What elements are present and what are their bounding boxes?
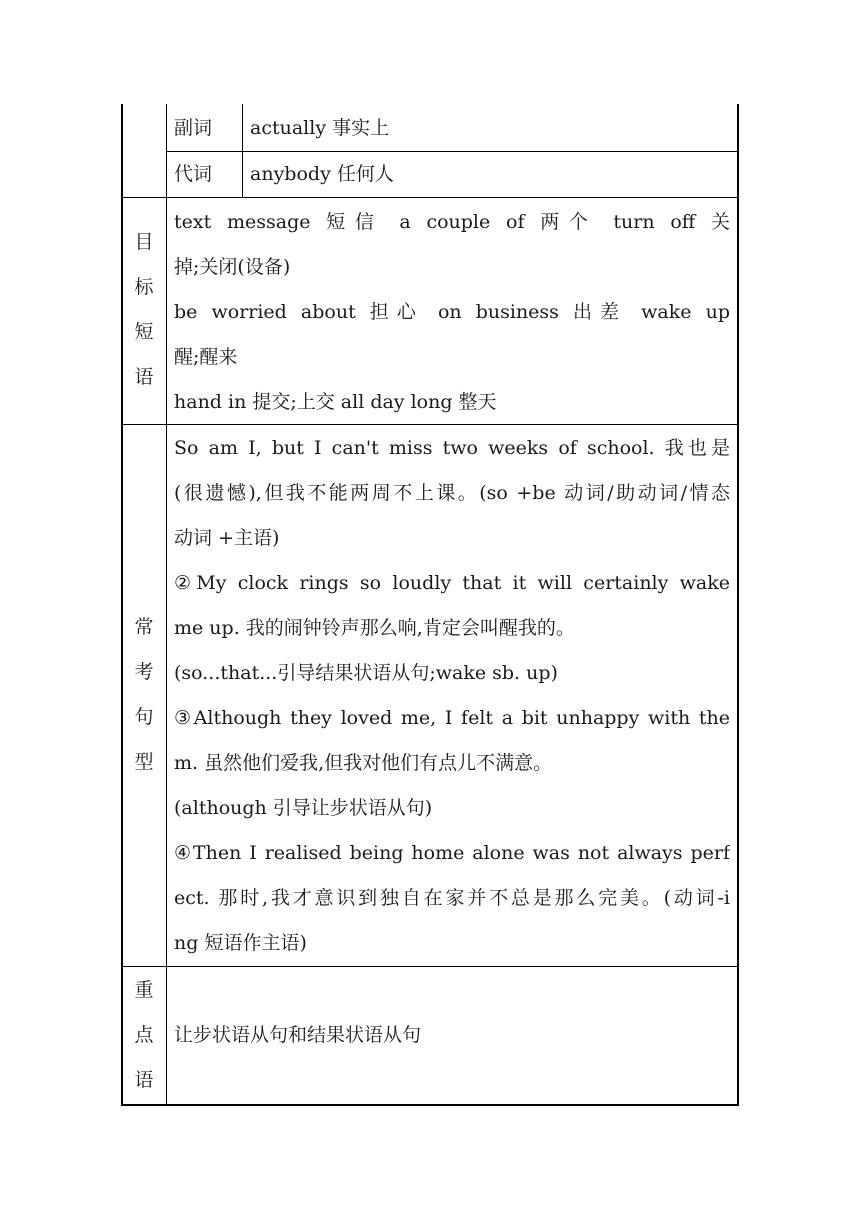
phrase-line: 掉;关闭(设备) [174,256,291,278]
sentence-line: ng 短语作主语) [174,932,307,954]
grammar-content: 让步状语从句和结果状语从句 [174,1024,422,1046]
sentence-line: 动词 +主语) [174,527,280,549]
phrase-line: be worried about 担心 on business 出差 wake up [174,301,730,323]
sentence-line: me up. 我的闹钟铃声那么响,肯定会叫醒我的。 [174,617,575,639]
sentences-label-char: 型 [134,751,154,773]
row-divider-4 [121,966,739,967]
phrase-line: text message 短信 a couple of 两个 turn off 关 [174,211,730,233]
sentences-label-char: 考 [134,661,154,683]
phrases-content [174,200,730,425]
sentences-content [174,426,730,966]
table-border-bottom [121,1104,739,1106]
sentence-line: ③Although they loved me, I felt a bit unhappy with the [174,707,730,729]
row-divider-2 [121,197,739,198]
sentence-line: (so...that...引导结果状语从句;wake sb. up) [174,662,558,684]
phrases-label-char: 语 [134,366,154,388]
category-adverb: 副词 [174,117,213,139]
phrase-line: 醒;醒来 [174,346,238,368]
sentences-label-char: 常 [134,616,154,638]
sentence-line: (很遗憾),但我不能两周不上课。(so +be 动词/助动词/情态 [174,482,730,504]
grammar-label [122,968,166,1103]
sentence-line: ④Then I realised being home alone was not always perf [174,842,730,864]
phrases-label-char: 目 [134,231,154,253]
sentences-label [122,605,166,785]
adverb-entry: actually 事实上 [250,117,390,139]
sentence-line: ②My clock rings so loudly that it will certainly wake [174,572,730,594]
sentence-line: (although 引导让步状语从句) [174,797,433,819]
grammar-label-char: 点 [134,1024,154,1046]
pronoun-entry: anybody 任何人 [250,163,394,185]
grammar-label-char: 重 [134,979,154,1001]
sentence-line: So am I, but I can't miss two weeks of school. 我也是 [174,437,730,459]
phrases-label-char: 标 [134,276,154,298]
phrases-label [122,220,166,400]
sentence-line: ect. 那时,我才意识到独自在家并不总是那么完美。(动词-i [174,887,730,909]
phrase-line: hand in 提交;上交 all day long 整天 [174,391,497,413]
category-pronoun: 代词 [174,163,213,185]
sentences-label-char: 句 [134,706,154,728]
grammar-label-char: 语 [134,1069,154,1091]
sentence-line: m. 虽然他们爱我,但我对他们有点儿不满意。 [174,752,553,774]
column-divider [166,104,167,1106]
table-border-right [737,104,739,1106]
phrases-label-char: 短 [134,321,154,343]
